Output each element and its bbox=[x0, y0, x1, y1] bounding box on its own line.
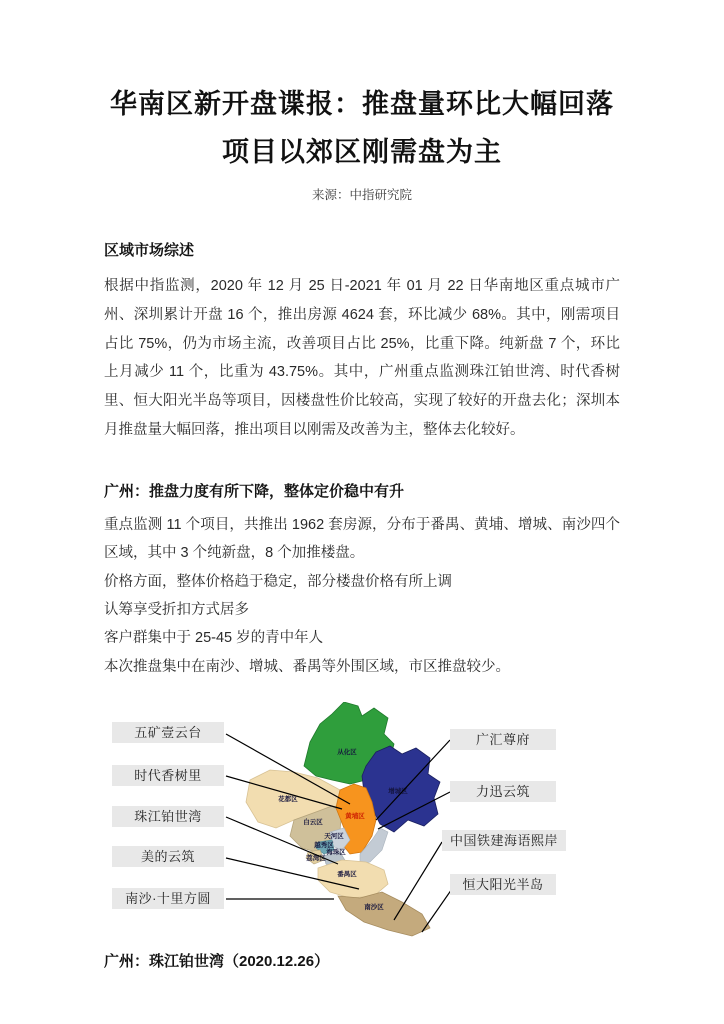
project-label-nansha-shili: 南沙·十里方圆 bbox=[112, 888, 224, 909]
guangzhou-districts-map bbox=[104, 702, 620, 938]
guangzhou-body bbox=[104, 511, 620, 681]
guangzhou-paragraph: 重点监测 11 个项目，共推出 1962 套房源，分布于番禺、黄埔、增城、南沙四个区域，其中 3 个纯新盘，8 个加推楼盘。 bbox=[104, 516, 620, 562]
district-label-panyu: 番禺区 bbox=[337, 871, 357, 879]
district-label-conghua: 从化区 bbox=[337, 749, 357, 757]
district-label-zengcheng: 增城区 bbox=[388, 788, 408, 796]
guangzhou-paragraph: 价格方面，整体价格趋于稳定，部分楼盘价格有所上调 bbox=[104, 573, 452, 590]
district-label-liwan: 荔湾区 bbox=[306, 855, 326, 863]
project-label-hengda: 恒大阳光半岛 bbox=[450, 874, 556, 895]
district-label-yuexiu: 越秀区 bbox=[314, 842, 334, 850]
district-label-haizhu: 海珠区 bbox=[326, 849, 346, 857]
leader-line-tiejian bbox=[394, 842, 442, 920]
overview-paragraph: 根据中指监测，2020 年 12 月 25 日-2021 年 01 月 22 日华南地区重点城市广州、深圳累计开盘 16 个，推出房源 4624 套，环比减少 68%。其中，刚需项目占比 75%，仍为市场主流，改善项目占比 25%，比重下降。纯新盘 7 个，环比上月减少 11 个，比重为 43.75%。其中，广州重点监测珠江铂世湾、时代香树里、恒大阳光半岛等项目，因楼盘性价比较高，实现了较好的开盘去化；深圳本月推盘量大幅回落，推出项目以刚需及改善为主，整体去化较好。 bbox=[104, 278, 620, 438]
district-nansha-shape bbox=[338, 892, 430, 936]
guangzhou-paragraph: 认筹享受折扣方式居多 bbox=[104, 602, 249, 618]
district-label-tianhe: 天河区 bbox=[324, 833, 344, 841]
source-line: 来源：中指研究院 bbox=[311, 188, 412, 202]
guangzhou-paragraph: 客户群集中于 25-45 岁的青中年人 bbox=[104, 630, 324, 647]
overview-heading: 区域市场综述 bbox=[104, 242, 195, 259]
project-label-meidi: 美的云筑 bbox=[112, 846, 224, 867]
district-label-nansha: 南沙区 bbox=[364, 904, 384, 912]
page-title bbox=[104, 80, 620, 176]
district-label-huangpu: 黄埔区 bbox=[345, 813, 365, 821]
project-label-wukuang: 五矿壹云台 bbox=[112, 722, 224, 743]
guangzhou-heading: 广州：推盘力度有所下降，整体定价稳中有升 bbox=[104, 482, 405, 500]
title-line-1: 华南区新开盘谍报：推盘量环比大幅回落 bbox=[110, 89, 614, 119]
district-label-huadu: 花都区 bbox=[278, 796, 298, 804]
guangzhou-paragraph: 本次推盘集中在南沙、增城、番禺等外围区域，市区推盘较少。 bbox=[104, 658, 510, 675]
project-label-zhujiang: 珠江铂世湾 bbox=[112, 806, 224, 827]
project-heading: 广州：珠江铂世湾（2020.12.26） bbox=[104, 953, 330, 971]
project-label-guanghui: 广汇尊府 bbox=[450, 729, 556, 750]
project-label-tiejian: 中国铁建海语熙岸 bbox=[442, 830, 566, 851]
district-panyu-shape bbox=[318, 860, 388, 898]
project-label-shidai: 时代香树里 bbox=[112, 765, 224, 786]
district-label-baiyun: 白云区 bbox=[303, 819, 323, 827]
project-label-lixun: 力迅云筑 bbox=[450, 781, 556, 802]
title-line-2: 项目以郊区刚需盘为主 bbox=[222, 137, 502, 167]
